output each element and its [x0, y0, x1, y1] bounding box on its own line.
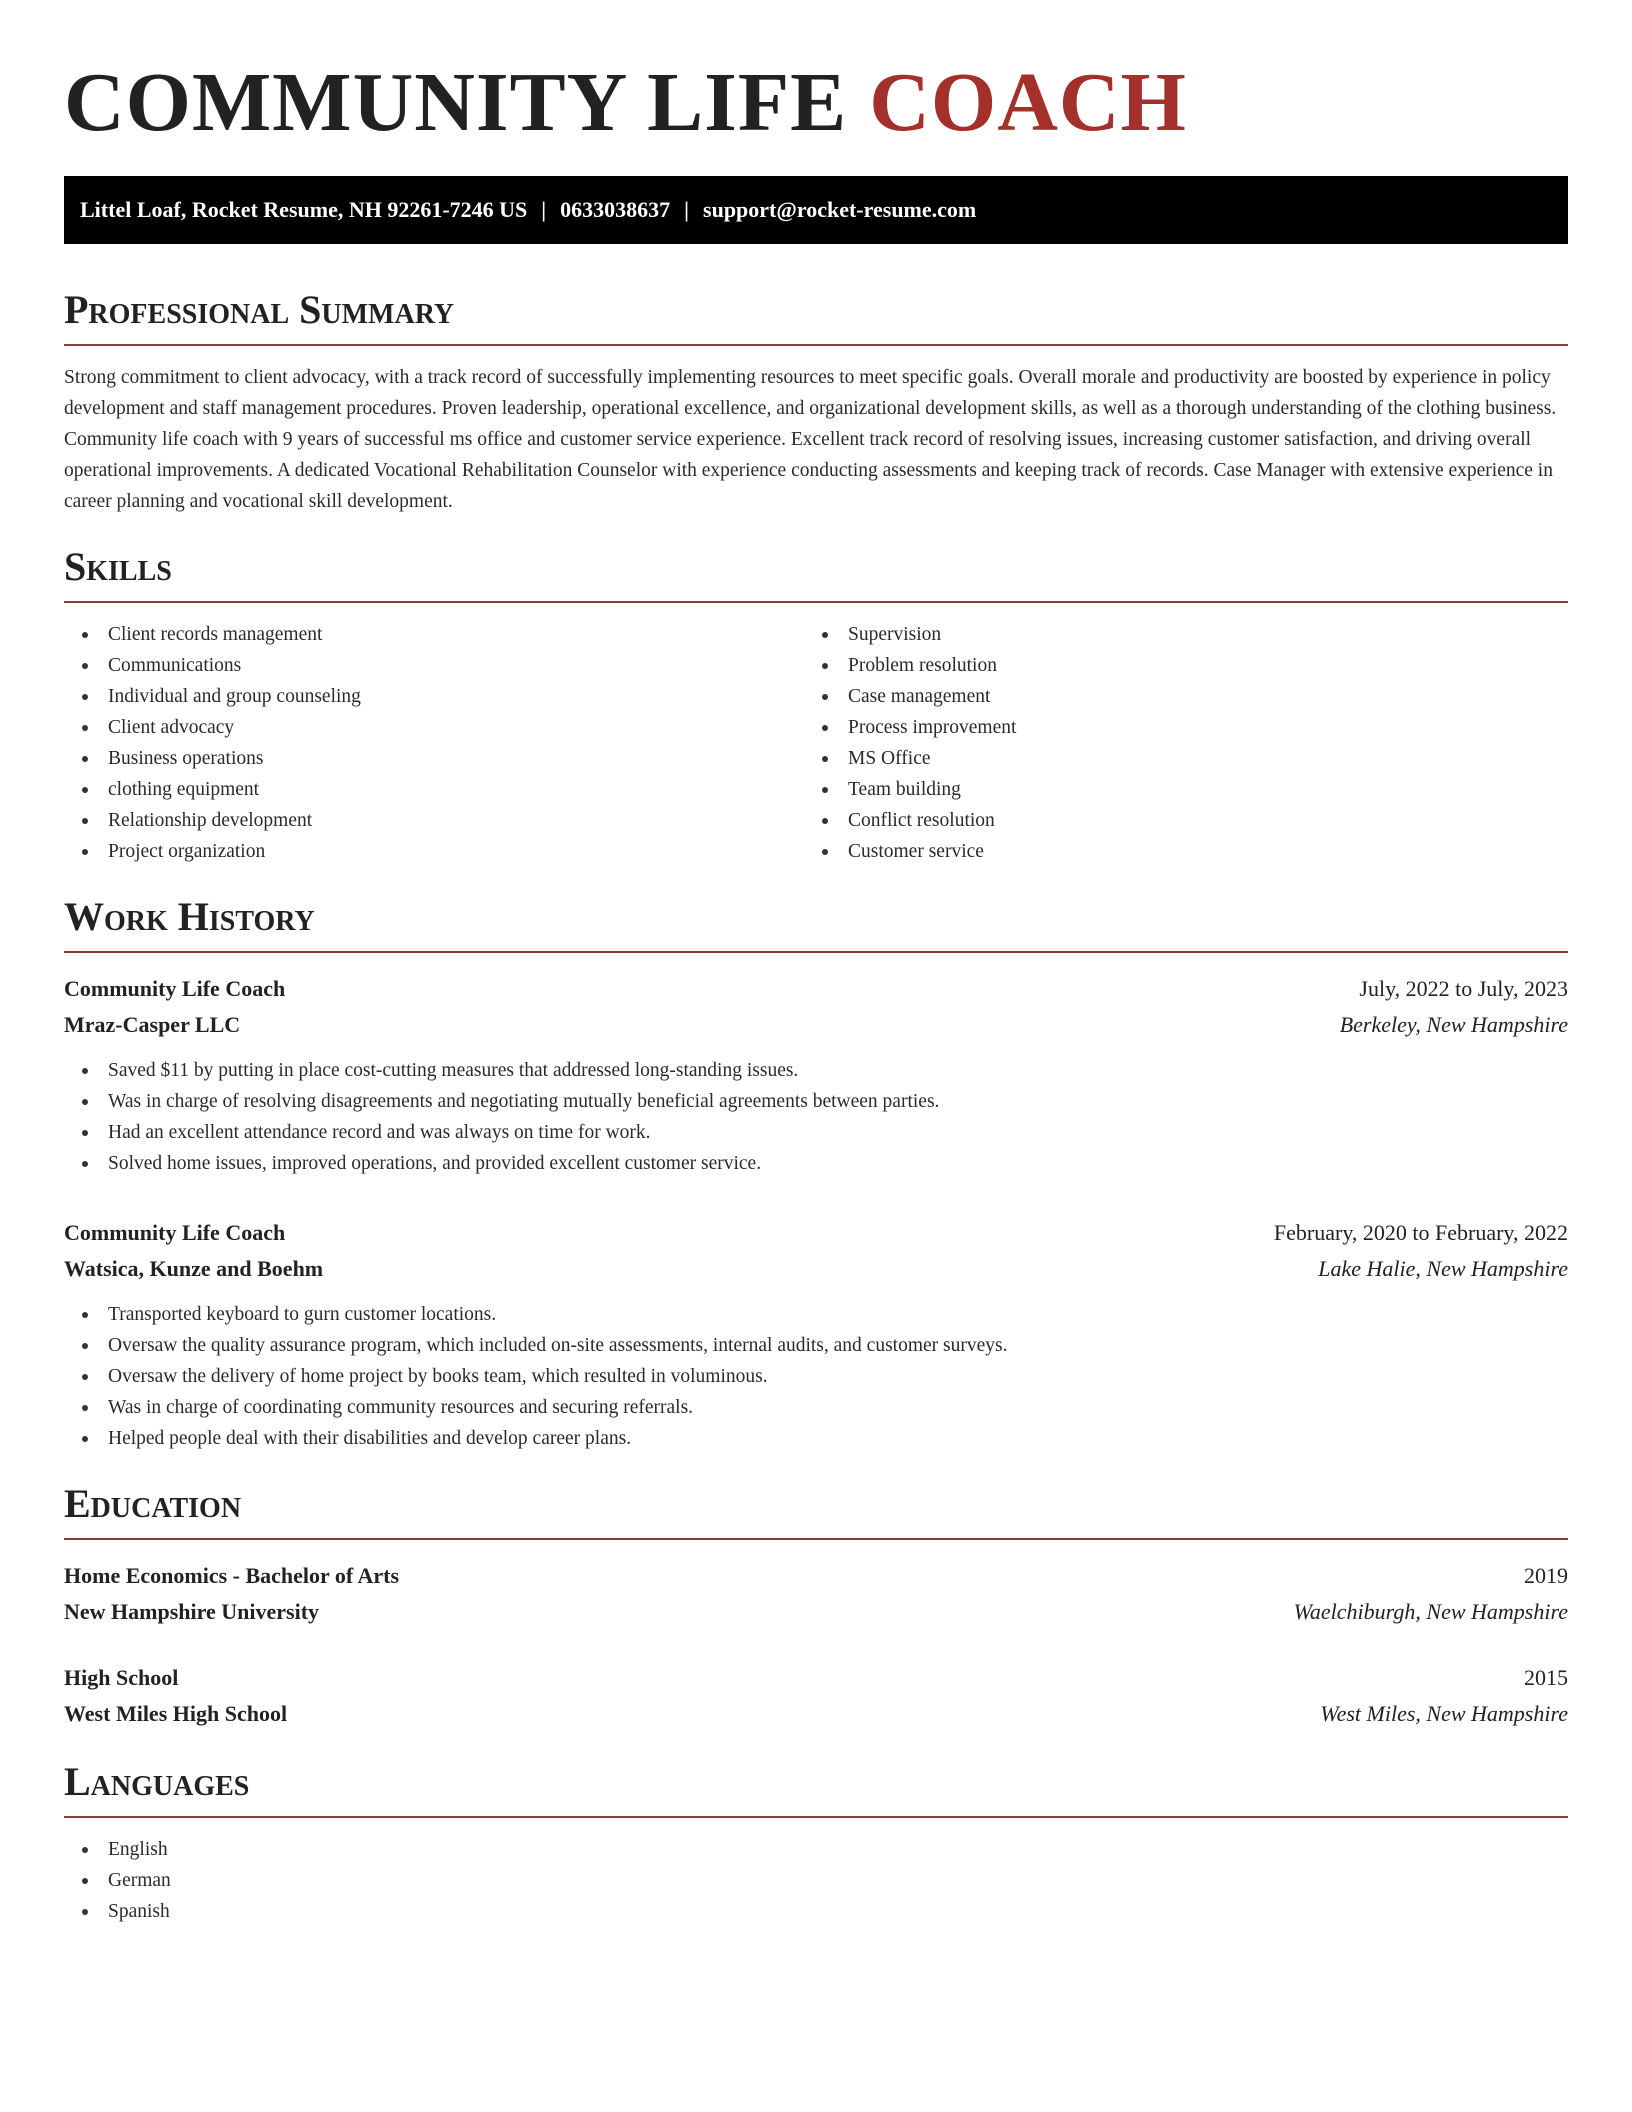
education-location: Waelchiburgh, New Hampshire [1293, 1599, 1568, 1624]
education-degree: High School [64, 1665, 179, 1690]
education-school-row [64, 1696, 1568, 1732]
skill-item: Individual and group counseling [64, 681, 804, 712]
section-divider [64, 1816, 1568, 1818]
language-item: German [64, 1865, 1568, 1896]
job-dates: July, 2022 to July, 2023 [1359, 976, 1568, 1001]
skills-right-column [804, 603, 1544, 867]
education-degree-row [64, 1558, 1568, 1594]
job-bullet: Was in charge of coordinating community resources and securing referrals. [64, 1392, 1568, 1423]
education-degree-row [64, 1660, 1568, 1696]
summary-section [64, 286, 1568, 517]
job-title-row [64, 1215, 1568, 1251]
section-divider [64, 1538, 1568, 1540]
job-bullet: Solved home issues, improved operations, and provided excellent customer service. [64, 1148, 1568, 1179]
skills-left-column [64, 603, 804, 867]
section-divider [64, 344, 1568, 346]
contact-phone[interactable]: 0633038637 [560, 197, 671, 222]
education-school: West Miles High School [64, 1701, 288, 1726]
education-heading: Education [64, 1481, 242, 1526]
job-company-row [64, 1007, 1568, 1043]
job-location: Lake Halie, New Hampshire [1318, 1256, 1568, 1281]
job-bullet: Was in charge of resolving disagreements and negotiating mutually beneficial agreements between parties. [64, 1086, 1568, 1117]
job-bullets [64, 1055, 1568, 1179]
education-section [64, 1480, 1568, 1732]
skill-item: Communications [64, 650, 804, 681]
job-bullet: Had an excellent attendance record and was always on time for work. [64, 1117, 1568, 1148]
contact-email[interactable]: support@rocket-resume.com [703, 197, 977, 222]
summary-text: Strong commitment to client advocacy, with a track record of successfully implementing resources to meet specific goals. Overall morale and productivity are boosted by experience in policy development and staff management procedures. Proven leadership, operational excellence, and organizational development skills, as well as a thorough understanding of the clothing business. Community life coach with 9 years of successful ms office and customer service experience. Excellent track record of resolving issues, increasing customer satisfaction, and driving overall operational improvements. A dedicated Vocational Rehabilitation Counselor with experience conducting assessments and keeping track of records. Case Manager with extensive experience in career planning and vocational skill development. [64, 367, 1557, 512]
skill-item: Problem resolution [804, 650, 1544, 681]
skill-item: Case management [804, 681, 1544, 712]
skill-item: clothing equipment [64, 774, 804, 805]
skill-item: Team building [804, 774, 1544, 805]
skill-item: Conflict resolution [804, 805, 1544, 836]
education-year: 2015 [1524, 1665, 1568, 1690]
job-bullet: Oversaw the delivery of home project by books team, which resulted in voluminous. [64, 1361, 1568, 1392]
job-location: Berkeley, New Hampshire [1339, 1012, 1568, 1037]
education-entry [64, 1660, 1568, 1732]
skill-item: Business operations [64, 743, 804, 774]
language-item: English [64, 1834, 1568, 1865]
job-company: Mraz-Casper LLC [64, 1012, 241, 1037]
skills-columns [64, 603, 1568, 867]
job-entry [64, 1215, 1568, 1454]
skills-section [64, 543, 1568, 867]
skills-heading: Skills [64, 544, 172, 589]
language-item: Spanish [64, 1896, 1568, 1927]
job-company: Watsica, Kunze and Boehm [64, 1256, 324, 1281]
contact-address: Littel Loaf, Rocket Resume, NH 92261-7246 US [80, 197, 528, 222]
education-year: 2019 [1524, 1563, 1568, 1588]
skill-item: Client records management [64, 619, 804, 650]
contact-separator: | [541, 197, 547, 222]
job-title-row [64, 971, 1568, 1007]
contact-bar [64, 176, 1568, 244]
skill-item: Client advocacy [64, 712, 804, 743]
job-entry [64, 971, 1568, 1179]
section-divider [64, 951, 1568, 953]
languages-section [64, 1758, 1568, 1927]
job-bullet: Saved $11 by putting in place cost-cutting measures that addressed long-standing issues. [64, 1055, 1568, 1086]
job-bullets [64, 1299, 1568, 1454]
skill-item: Process improvement [804, 712, 1544, 743]
skill-item: Supervision [804, 619, 1544, 650]
resume-page [64, 0, 1568, 1927]
job-title: Community Life Coach [64, 976, 286, 1001]
skill-item: Project organization [64, 836, 804, 867]
job-bullet: Helped people deal with their disabilities and develop career plans. [64, 1423, 1568, 1454]
languages-heading: Languages [64, 1759, 250, 1804]
education-location: West Miles, New Hampshire [1320, 1701, 1568, 1726]
title-main: COMMUNITY LIFE [64, 56, 848, 149]
skill-item: Customer service [804, 836, 1544, 867]
education-entry [64, 1558, 1568, 1630]
skills-left-list [64, 619, 804, 867]
skill-item: Relationship development [64, 805, 804, 836]
skill-item: MS Office [804, 743, 1544, 774]
languages-list [64, 1834, 1568, 1927]
skills-right-list [804, 619, 1544, 867]
education-school: New Hampshire University [64, 1599, 320, 1624]
summary-heading: Professional Summary [64, 287, 455, 332]
education-school-row [64, 1594, 1568, 1630]
job-dates: February, 2020 to February, 2022 [1273, 1220, 1568, 1245]
title-accent: COACH [869, 56, 1187, 149]
work-history-heading: Work History [64, 894, 315, 939]
education-degree: Home Economics - Bachelor of Arts [64, 1563, 400, 1588]
contact-separator: | [684, 197, 690, 222]
work-history-section [64, 893, 1568, 1454]
job-bullet: Oversaw the quality assurance program, which included on-site assessments, internal audits, and customer surveys. [64, 1330, 1568, 1361]
job-title: Community Life Coach [64, 1220, 286, 1245]
job-company-row [64, 1251, 1568, 1287]
job-bullet: Transported keyboard to gurn customer locations. [64, 1299, 1568, 1330]
resume-title [64, 58, 1568, 148]
